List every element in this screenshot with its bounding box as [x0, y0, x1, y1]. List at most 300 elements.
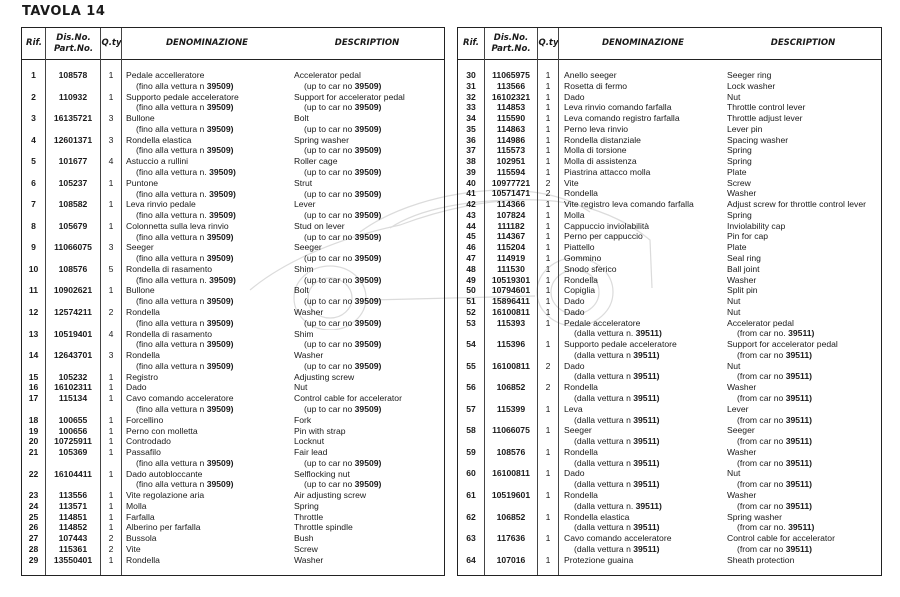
english-description: Washer: [294, 554, 324, 565]
quantity: 4: [108, 328, 114, 339]
header-part-line1: Dis.No.: [56, 32, 91, 43]
italian-name: Bussola: [126, 533, 157, 544]
english-car-range: [294, 210, 381, 221]
quantity: 3: [108, 113, 114, 124]
english-description: Washer: [727, 274, 757, 285]
table-row: [22, 242, 444, 264]
italian-name: Protezione guaina: [564, 554, 634, 565]
car-number: 39509): [206, 231, 234, 242]
italian-name: Molla: [564, 209, 585, 220]
car-number: 39509): [206, 80, 234, 91]
ref-number: 30: [466, 70, 476, 80]
header-denominazione: DENOMINAZIONE: [166, 38, 248, 48]
english-description: Spring: [727, 209, 752, 220]
header-description: DESCRIPTION: [770, 38, 836, 48]
english-description: Fair lead: [294, 447, 328, 458]
quantity: 1: [545, 134, 551, 145]
table-row: [22, 264, 444, 286]
header-rif: Rif.: [463, 38, 479, 48]
ref-number: 15: [28, 371, 39, 382]
english-car-range: [727, 393, 812, 404]
car-number: 39509): [354, 317, 382, 328]
quantity: 1: [108, 490, 114, 501]
english-car-range-text: (up to car no: [304, 479, 353, 490]
english-description: Fork: [294, 414, 312, 425]
ref-number: 18: [28, 414, 39, 425]
quantity: 1: [545, 339, 551, 350]
part-number: 16100811: [492, 468, 530, 479]
ref-number: 6: [31, 177, 36, 188]
quantity: 1: [545, 403, 551, 414]
table-row: [22, 522, 444, 533]
part-number: 113566: [496, 80, 526, 91]
italian-name: Rondella elastica: [126, 134, 192, 145]
italian-name: Molla: [126, 500, 147, 511]
part-number: 114851: [58, 511, 88, 522]
italian-car-range: [126, 253, 233, 264]
english-car-range-text: (up to car no: [304, 339, 353, 350]
part-number: 12601371: [53, 134, 93, 145]
italian-car-range: [126, 318, 233, 329]
quantity: 3: [108, 134, 114, 145]
english-car-range-text: (from car no: [737, 479, 784, 490]
italian-name: Rondella di rasamento: [126, 328, 212, 339]
part-number: 114367: [496, 231, 526, 242]
quantity: 1: [545, 468, 551, 479]
header-part-line2: Part.No.: [53, 43, 94, 54]
ref-number: 44: [466, 220, 476, 231]
italian-name: Colonnetta sulla leva rinvio: [126, 220, 229, 231]
ref-number: 3: [31, 113, 36, 124]
table-row: [22, 436, 444, 447]
table-row: [22, 156, 444, 178]
quantity: 1: [545, 489, 551, 500]
english-car-range-text: (up to car no: [304, 457, 353, 468]
italian-name: Leva: [564, 403, 583, 414]
part-number: 114986: [496, 134, 526, 145]
table-row: [22, 372, 444, 383]
english-car-range-text: (up to car no: [304, 145, 353, 156]
car-number: 39509): [354, 360, 382, 371]
italian-name: Dado: [564, 91, 585, 102]
part-number: 100655: [58, 414, 88, 425]
italian-car-range-text: (dalla vettura n.: [574, 500, 634, 511]
car-number: 39509): [354, 253, 382, 264]
car-number: 39509): [354, 296, 382, 307]
english-car-range-text: (up to car no: [304, 102, 353, 113]
table-row: [458, 124, 881, 135]
english-description: Strut: [294, 177, 313, 188]
quantity: 1: [545, 274, 551, 285]
english-car-range-text: (up to car no: [304, 274, 353, 285]
italian-name: Forcellino: [126, 414, 164, 425]
english-description: Washer: [727, 489, 757, 500]
car-number: 39511): [785, 479, 813, 490]
quantity: 1: [545, 199, 551, 210]
table-row: [458, 382, 881, 404]
italian-name: Copiglia: [564, 285, 596, 296]
quantity: 1: [545, 425, 551, 436]
quantity: 4: [108, 156, 114, 167]
part-number: 114853: [496, 102, 526, 113]
italian-car-range-text: (fino alla vettura n: [136, 339, 205, 350]
car-number: 39509): [354, 145, 382, 156]
ref-number: 9: [31, 242, 36, 253]
ref-number: 39: [466, 166, 476, 177]
part-number: 111530: [497, 263, 525, 274]
quantity: 1: [108, 500, 114, 511]
english-car-range: [727, 328, 814, 339]
english-car-range: [727, 479, 812, 490]
part-number: 15896411: [492, 296, 530, 307]
ref-number: 55: [466, 360, 476, 371]
english-car-range: [294, 318, 381, 329]
italian-car-range: [126, 124, 233, 135]
italian-name: Vite: [126, 543, 141, 554]
quantity: 1: [108, 393, 114, 404]
italian-car-range: [564, 415, 660, 426]
italian-car-range: [564, 371, 660, 382]
english-car-range: [294, 167, 381, 178]
part-number: 110932: [58, 91, 88, 102]
quantity: 1: [108, 382, 114, 393]
english-car-range-text: (up to car no: [304, 123, 353, 134]
english-description: Selflocking nut: [294, 468, 350, 479]
english-description: Throttle control lever: [727, 102, 806, 113]
italian-name: Molla di torsione: [564, 145, 627, 156]
english-car-range: [294, 102, 381, 113]
part-number: 12643701: [53, 350, 93, 361]
quantity: 3: [108, 242, 114, 253]
italian-car-range: [126, 361, 233, 372]
table-row: [458, 113, 881, 124]
english-car-range-text: (from car no: [737, 371, 784, 382]
car-number: 39511): [633, 457, 660, 468]
ref-number: 24: [28, 500, 39, 511]
english-car-range-text: (up to car no: [304, 253, 353, 264]
part-number: 106852: [496, 382, 526, 393]
ref-number: 37: [466, 145, 476, 156]
english-car-range-text: (from car no: [737, 349, 784, 360]
quantity: 1: [545, 554, 551, 565]
italian-car-range-text: (fino alla vettura n: [136, 317, 205, 328]
part-number: 11066075: [54, 242, 92, 253]
car-number: 39509): [354, 188, 382, 199]
table-row: [458, 555, 881, 566]
english-car-range-text: (from car no: [737, 436, 784, 447]
english-description: Split pin: [727, 285, 758, 296]
italian-car-range: [126, 458, 233, 469]
english-description: Lock washer: [727, 80, 776, 91]
italian-car-range-text: (fino alla vettura n: [136, 457, 205, 468]
english-car-range: [294, 404, 381, 415]
ref-number: 43: [466, 209, 476, 220]
table-row: [458, 318, 881, 340]
english-car-range-text: (up to car no: [304, 296, 353, 307]
english-description: Washer: [727, 188, 757, 199]
english-description: Inviolability cap: [727, 220, 786, 231]
ref-number: 58: [466, 425, 476, 436]
english-description: Screw: [727, 177, 751, 188]
ref-number: 21: [28, 447, 39, 458]
italian-name: Cappuccio inviolabilità: [564, 220, 650, 231]
english-car-range-text: (up to car no: [304, 80, 353, 91]
english-description: Accelerator pedal: [727, 317, 794, 328]
part-number: 105369: [58, 447, 88, 458]
italian-name: Piastrina attacco molla: [564, 166, 651, 177]
ref-number: 12: [28, 307, 39, 318]
italian-car-range-text: (dalla vettura n: [574, 543, 631, 554]
car-number: 39511): [635, 328, 662, 339]
ref-number: 45: [466, 231, 476, 242]
table-row: [22, 350, 444, 372]
ref-number: 31: [466, 80, 476, 91]
italian-car-range: [126, 210, 236, 221]
italian-name: Seeger: [126, 242, 154, 253]
quantity: 1: [108, 285, 114, 296]
english-car-range: [294, 479, 381, 490]
quantity: 1: [545, 242, 551, 253]
ref-number: 53: [466, 317, 476, 328]
table-row: [458, 339, 881, 361]
italian-name: Passafilo: [126, 447, 161, 458]
quantity: 1: [545, 123, 551, 134]
ref-number: 49: [466, 274, 476, 285]
italian-name: Gommino: [564, 253, 602, 264]
parts-table-left: [21, 27, 445, 576]
italian-car-range: [126, 232, 233, 243]
english-car-range-text: (from car no: [737, 543, 784, 554]
header-description: DESCRIPTION: [334, 38, 400, 48]
italian-car-range: [126, 189, 236, 200]
italian-name: Cavo comando acceleratore: [126, 393, 234, 404]
quantity: 1: [545, 145, 551, 156]
english-description: Spring washer: [727, 511, 782, 522]
table-row: [458, 199, 881, 210]
italian-car-range-text: (fino alla vettura n.: [136, 210, 207, 221]
quantity: 1: [108, 554, 114, 565]
part-number: 115393: [496, 317, 526, 328]
part-number: 10902621: [53, 285, 93, 296]
part-number: 16102321: [491, 91, 531, 102]
table-row: [458, 253, 881, 264]
english-car-range: [727, 415, 812, 426]
italian-name: Bullone: [126, 285, 155, 296]
table-row: [22, 178, 444, 200]
english-description: Bolt: [294, 285, 309, 296]
english-description: Control cable for accelerator: [727, 533, 835, 544]
car-number: 39509): [209, 210, 236, 221]
english-description: Locknut: [294, 436, 325, 447]
table-row: [22, 135, 444, 157]
english-description: Plate: [727, 166, 747, 177]
car-number: 39509): [206, 360, 234, 371]
italian-car-range: [126, 275, 236, 286]
italian-name: Perno leva rinvio: [564, 123, 629, 134]
part-number: 115361: [58, 543, 88, 554]
table-row: [22, 113, 444, 135]
ref-number: 20: [28, 436, 39, 447]
italian-car-range: [126, 404, 233, 415]
table-row: [458, 512, 881, 534]
english-description: Shim: [294, 263, 314, 274]
italian-name: Bullone: [126, 113, 155, 124]
table-row: [22, 469, 444, 491]
table-body: [458, 70, 881, 565]
car-number: 39509): [354, 479, 382, 490]
quantity: 3: [108, 350, 114, 361]
car-number: 39509): [206, 145, 234, 156]
italian-car-range: [564, 544, 660, 555]
ref-number: 62: [466, 511, 476, 522]
ref-number: 14: [28, 350, 39, 361]
part-number: 16102311: [54, 382, 92, 393]
italian-name: Rondella: [564, 188, 598, 199]
table-row: [22, 221, 444, 243]
italian-name: Rondella: [126, 554, 160, 565]
table-row: [458, 210, 881, 221]
english-car-range-text: (up to car no: [304, 166, 353, 177]
italian-name: Supporto pedale acceleratore: [564, 339, 677, 350]
italian-name: Dado autobloccante: [126, 468, 203, 479]
parts-table-right: [457, 27, 882, 576]
english-car-range: [727, 350, 812, 361]
table-row: [22, 501, 444, 512]
car-number: 39509): [354, 102, 382, 113]
italian-car-range: [564, 328, 662, 339]
italian-car-range: [564, 436, 660, 447]
table-row: [22, 533, 444, 544]
quantity: 1: [108, 468, 114, 479]
italian-name: Rondella: [564, 489, 598, 500]
part-number: 114919: [496, 253, 526, 264]
quantity: 2: [545, 188, 551, 199]
car-number: 39509): [206, 253, 234, 264]
quantity: 1: [108, 220, 114, 231]
table-row: [458, 307, 881, 318]
english-description: Bolt: [294, 113, 309, 124]
english-description: Adjusting screw: [294, 371, 355, 382]
italian-name: Leva rinvio pedale: [126, 199, 196, 210]
table-row: [22, 329, 444, 351]
quantity: 1: [545, 511, 551, 522]
car-number: 39511): [633, 479, 660, 490]
table-row: [458, 221, 881, 232]
english-car-range-text: (up to car no: [304, 317, 353, 328]
quantity: 1: [108, 199, 114, 210]
english-car-range-text: (up to car no: [304, 188, 353, 199]
car-number: 39511): [785, 393, 813, 404]
ref-number: 48: [466, 263, 476, 274]
quantity: 1: [108, 522, 114, 533]
car-number: 39511): [633, 543, 660, 554]
english-car-range: [294, 361, 381, 372]
ref-number: 28: [28, 543, 39, 554]
table-row: [458, 81, 881, 92]
part-number: 115590: [496, 113, 526, 124]
italian-name: Snodo sferico: [564, 263, 617, 274]
quantity: 2: [108, 307, 114, 318]
part-number: 10977721: [491, 177, 531, 188]
quantity: 1: [545, 209, 551, 220]
car-number: 39509): [354, 274, 382, 285]
ref-number: 33: [466, 102, 476, 113]
car-number: 39509): [206, 123, 234, 134]
table-row: [22, 544, 444, 555]
english-car-range: [294, 145, 381, 156]
part-number: 117636: [496, 533, 526, 544]
english-description: Washer: [727, 446, 757, 457]
table-row: [458, 404, 881, 426]
ref-number: 35: [466, 123, 476, 134]
english-car-range-text: (up to car no: [304, 231, 353, 242]
table-row: [22, 426, 444, 437]
table-body: [22, 70, 444, 565]
table-row: [22, 285, 444, 307]
table-header: [22, 28, 444, 60]
italian-car-range-text: (dalla vettura n: [574, 522, 631, 533]
italian-car-range: [126, 145, 233, 156]
quantity: 1: [545, 166, 551, 177]
italian-car-range-text: (dalla vettura n: [574, 393, 631, 404]
english-car-range-text: (from car no: [737, 414, 784, 425]
table-row: [458, 425, 881, 447]
header-part-no: [484, 28, 538, 59]
english-description: Nut: [294, 382, 308, 393]
ref-number: 61: [466, 489, 476, 500]
ref-number: 26: [28, 522, 39, 533]
car-number: 39509): [206, 479, 234, 490]
english-description: Screw: [294, 543, 318, 554]
english-description: Shim: [294, 328, 314, 339]
quantity: 5: [108, 263, 114, 274]
quantity: 1: [545, 80, 551, 91]
english-description: Throttle spindle: [294, 522, 353, 533]
car-number: 39509): [206, 403, 234, 414]
english-description: Lever: [727, 403, 749, 414]
italian-name: Rondella: [564, 382, 598, 393]
part-number: 12574211: [54, 307, 92, 318]
car-number: 39509): [209, 166, 236, 177]
table-row: [22, 555, 444, 566]
part-number: 16104411: [54, 468, 92, 479]
part-number: 108582: [58, 199, 88, 210]
quantity: 1: [545, 446, 551, 457]
italian-car-range-text: (fino alla vettura n: [136, 296, 205, 307]
english-description: Spring washer: [294, 134, 349, 145]
part-number: 115134: [58, 393, 88, 404]
italian-name: Rondella: [564, 274, 598, 285]
italian-car-range: [564, 501, 662, 512]
italian-car-range-text: (fino alla vettura n: [136, 403, 205, 414]
car-number: 39511): [785, 371, 813, 382]
car-number: 39509): [206, 457, 234, 468]
car-number: 39509): [206, 317, 234, 328]
english-description: Plate: [727, 242, 747, 253]
english-description: Accelerator pedal: [294, 70, 361, 80]
header-rif: Rif.: [26, 38, 42, 48]
table-row: [458, 533, 881, 555]
ref-number: 29: [28, 554, 39, 565]
italian-car-range: [564, 393, 660, 404]
ref-number: 36: [466, 134, 476, 145]
english-description: Spacing washer: [727, 134, 789, 145]
italian-name: Perno per cappuccio: [564, 231, 643, 242]
english-description: Seal ring: [727, 253, 761, 264]
italian-name: Perno con molletta: [126, 425, 198, 436]
english-description: Lever: [294, 199, 316, 210]
italian-name: Alberino per farfalla: [126, 522, 201, 533]
